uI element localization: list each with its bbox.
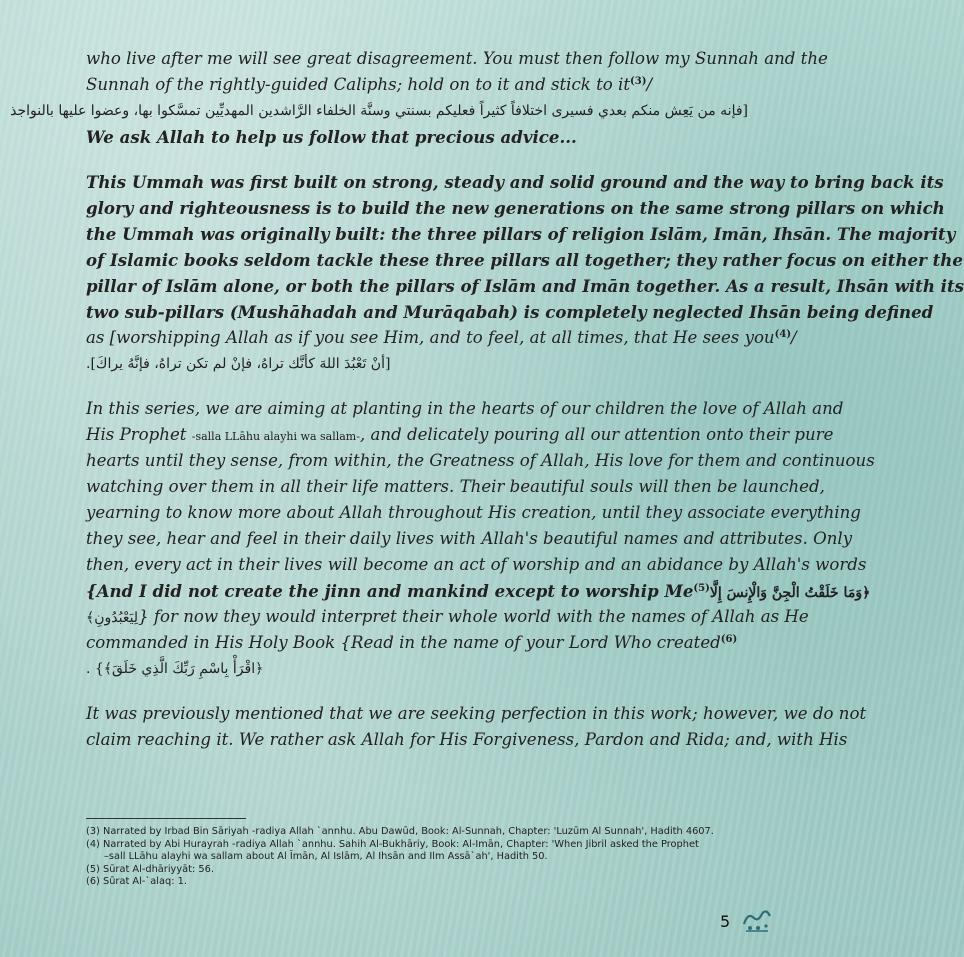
body-text <box>10 46 964 753</box>
text-line: Sunnah of the rightly-guided Caliphs; hold on to it and stick to $it^{(3)}/$ <box>86 75 653 94</box>
publisher-logo-icon <box>740 904 774 934</box>
text-line: who live after me will see great disagreement. You must then follow my Sunnah and the <box>86 49 828 68</box>
text-line: then, every act in their lives will become an act of worship and an abidance by Allah's words <box>86 555 867 574</box>
text-line: We ask Allah to help us follow that precious advice... <box>86 127 577 147</box>
arabic-hadith: [فإنه من يَعِش منكم بعدي فسيرى اختلافاً كثيراً فعليكم بسنتي وسنَّة الخلفاء الرَّاشدين المهديِّين تمسَّكوا بها، وعضوا عليها بالنواجذ <box>10 103 748 119</box>
text-line: claim reaching it. We rather ask Allah for His Forgiveness, Pardon and Rida; and, with His <box>86 730 848 749</box>
arabic-verse: ﴿اقْرَأْ بِاسْمِ رَبِّكَ الَّذِي خَلَقَ﴾} . <box>86 661 264 677</box>
text-line: His Prophet -salla LLāhu alayhi wa sallam-, and delicately pouring all our attention onto their pure <box>86 425 834 444</box>
text-line: لِيَعْبُدُونِ﴾} for now they would interpret their whole world with the names of Allah as He <box>86 607 809 626</box>
footnote: (3) Narrated by Irbad Bin Sāriyah -radiya Allah `annhu. Abu Dawūd, Book: Al-Sunnah, Chapter: 'Luzūm Al Sunnah', Hadith 4607. <box>86 826 714 837</box>
page-number: 5 <box>720 912 731 931</box>
text-line: the Ummah was originally built: the three pillars of religion Islām, Imān, Ihsān. The majority <box>86 224 956 244</box>
text-line: they see, hear and feel in their daily lives with Allah's beautiful names and attributes. Only <box>86 529 853 548</box>
arabic-hadith: [أنْ تَعْبُدَ اللهَ كأنَّك تراهُ، فإنْ لم تكن تراهُ، فإنَّهُ يراكَ]. <box>86 356 391 372</box>
text-line: hearts until they sense, from within, the Greatness of Allah, His love for them and continuous <box>86 451 875 470</box>
text-line: two sub-pillars (Mushāhadah and Murāqabah) is completely neglected Ihsān being defined <box>86 302 934 322</box>
footnotes <box>86 826 756 889</box>
footnote: (4) Narrated by Abi Hurayrah -radiya Allah `annhu. Sahih Al-Bukhāriy, Book: Al-Imān, Chapter: 'When Jibril asked the Prophet <box>86 838 699 850</box>
text-line: This Ummah was first built on strong, steady and solid ground and the way to bring back its <box>86 172 944 192</box>
text-line: watching over them in all their life matters. Their beautiful souls will then be launched, <box>86 477 825 496</box>
text-line: commanded in His Holy Book {Read in the name of your Lord Who created$^{(6)}$ <box>86 633 738 652</box>
text-line: yearning to know more about Allah throughout His creation, until they associate everything <box>86 503 861 522</box>
text-line: It was previously mentioned that we are seeking perfection in this work; however, we do not <box>86 704 867 723</box>
text-line: In this series, we are aiming at planting in the hearts of our children the love of Allah and <box>86 399 844 418</box>
footnote: (6) Sūrat Al-`alaq: 1. <box>86 876 187 888</box>
footnote-divider <box>86 818 246 819</box>
text-line: of Islamic books seldom tackle these three pillars all together; they rather focus on either the <box>86 250 963 270</box>
text-line: as [worshipping Allah as if you see Him, and to feel, at all times, that He sees you$^{(4)}$/ <box>86 328 797 347</box>
footnote: (5) Sūrat Al-dhāriyyāt: 56. <box>86 863 214 875</box>
text-line: {And I did not create the jinn and mankind except to worship Me$^{(5)}$﴿وَمَا خَلَقْتُ الْجِنَّ وَالْإِنسَ إِلَّا <box>86 581 871 601</box>
footnote-continuation: –sall LLāhu alayhi wa sallam about Al Īmān, Al Islām, Al Ihsān and Ilm Assā`ah', Hadith 50. <box>104 851 548 863</box>
text-line: pillar of Islām alone, or both the pillars of Islām and Imān together. As a result, Ihsān with its <box>86 276 964 296</box>
text-line: glory and righteousness is to build the new generations on the same strong pillars on which <box>86 198 945 218</box>
